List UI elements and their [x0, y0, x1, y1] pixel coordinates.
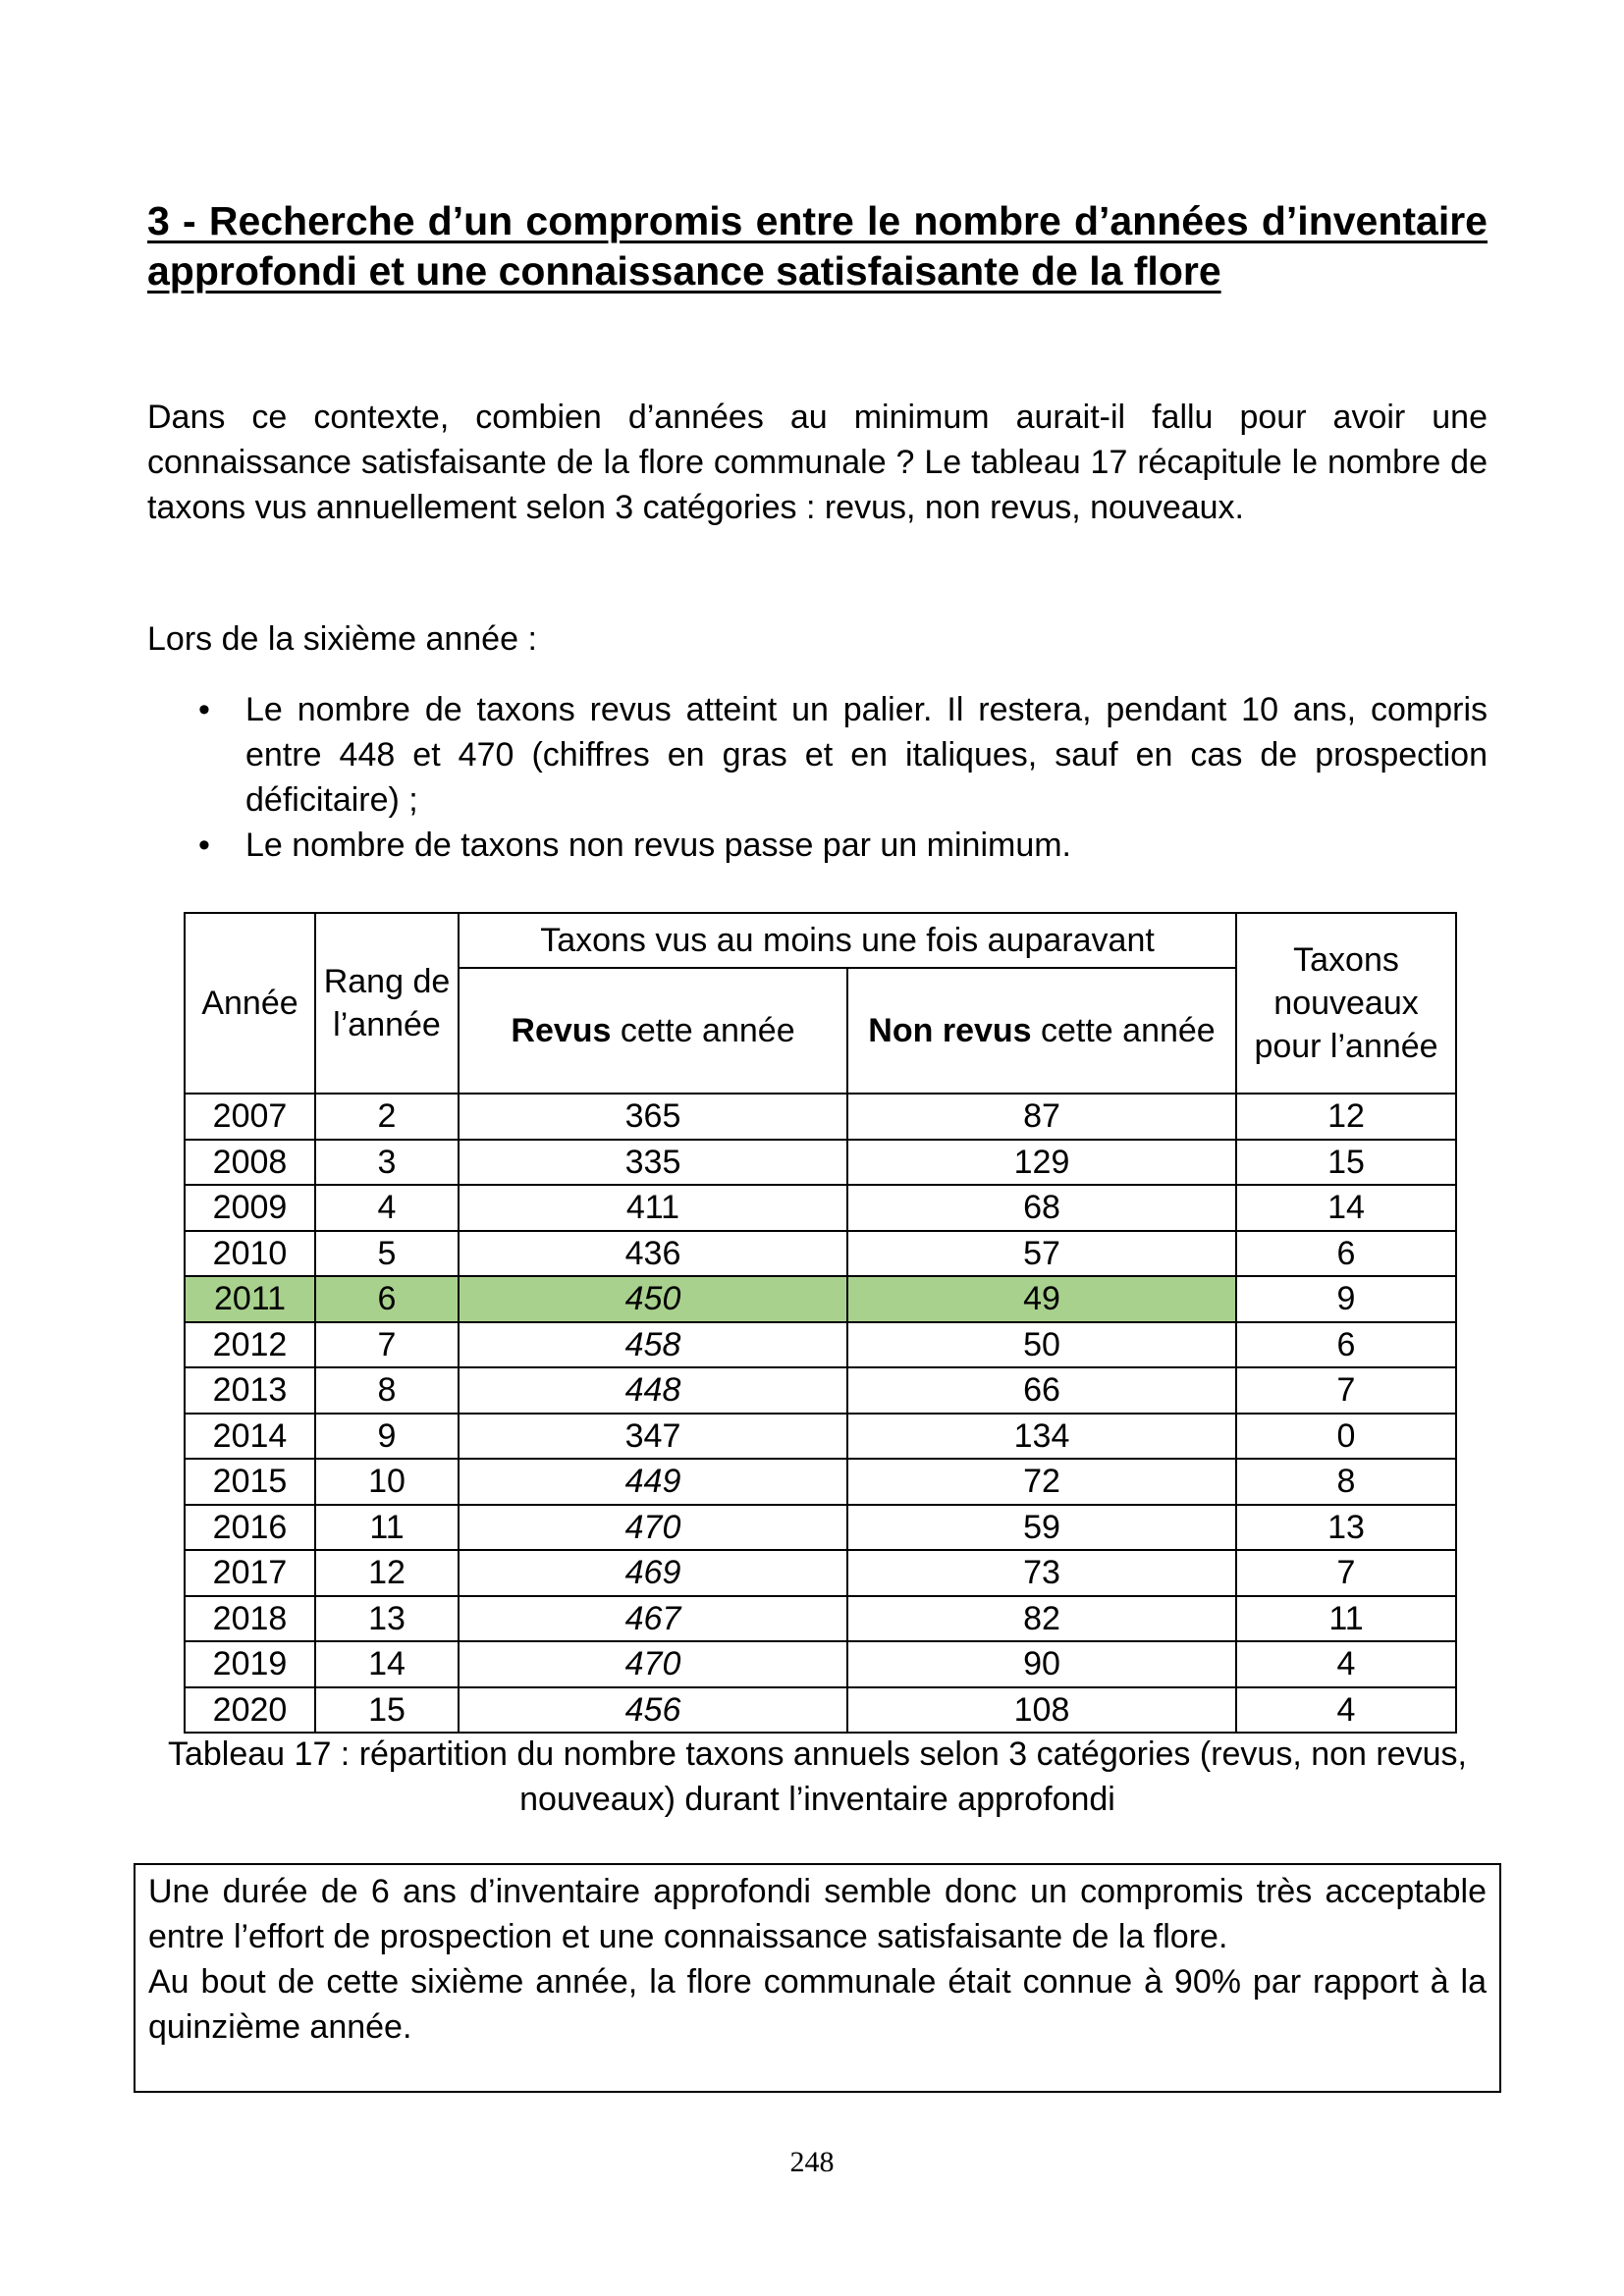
header-revus-bold: Revus: [511, 1012, 612, 1049]
cell-nouveaux: 14: [1236, 1185, 1456, 1231]
cell-nouveaux: 4: [1236, 1641, 1456, 1687]
cell-annee: 2017: [185, 1550, 315, 1596]
cell-annee: 2009: [185, 1185, 315, 1231]
table-row: [185, 1414, 1456, 1460]
cell-nouveaux: 13: [1236, 1505, 1456, 1551]
table-row: [185, 1185, 1456, 1231]
bullet-icon: •: [198, 691, 210, 728]
cell-revus: 458: [459, 1322, 847, 1368]
table-row: [185, 1140, 1456, 1186]
table-row: [185, 1505, 1456, 1551]
intro-paragraph: Dans ce contexte, combien d’années au minimum aurait-il fallu pour avoir une connaissance satisfaisante de la flore communale ? Le tableau 17 récapitule le nombre de taxons vus annuellement selon 3 catégories : revus, non revus, nouveaux.: [147, 399, 1488, 526]
bullet-item: [147, 823, 1488, 868]
table-row: [185, 1550, 1456, 1596]
cell-rang: 14: [315, 1641, 459, 1687]
cell-rang: 6: [315, 1276, 459, 1322]
cell-nouveaux: 6: [1236, 1231, 1456, 1277]
cell-nonrevus: 59: [847, 1505, 1236, 1551]
cell-nonrevus: 66: [847, 1367, 1236, 1414]
bullet-text: Le nombre de taxons non revus passe par un minimum.: [245, 827, 1072, 864]
cell-nouveaux: 6: [1236, 1322, 1456, 1368]
bullet-item: [147, 687, 1488, 823]
cell-nonrevus: 73: [847, 1550, 1236, 1596]
header-nonrevus-rest: cette année: [1031, 1012, 1216, 1049]
cell-annee: 2014: [185, 1414, 315, 1460]
cell-rang: 2: [315, 1094, 459, 1140]
cell-rang: 5: [315, 1231, 459, 1277]
cell-revus: 467: [459, 1596, 847, 1642]
bullet-text: Le nombre de taxons revus atteint un palier. Il restera, pendant 10 ans, compris entre 448 et 470 (chiffres en gras et en italiques, sauf en cas de prospection déficitaire) ;: [245, 691, 1488, 819]
table-body: [185, 1094, 1456, 1733]
cell-annee: 2008: [185, 1140, 315, 1186]
cell-rang: 9: [315, 1414, 459, 1460]
header-nouveaux: Taxons nouveaux pour l’année: [1236, 913, 1456, 1094]
section-heading: 3 - Recherche d’un compromis entre le nombre d’années d’inventaire approfondi et une connaissance satisfaisante de la flore: [147, 198, 1488, 294]
cell-nouveaux: 4: [1236, 1687, 1456, 1734]
table-header: [185, 913, 1456, 1094]
header-revus-rest: cette année: [611, 1012, 795, 1049]
cell-annee: 2015: [185, 1459, 315, 1505]
cell-revus: 469: [459, 1550, 847, 1596]
cell-rang: 3: [315, 1140, 459, 1186]
cell-revus: 470: [459, 1505, 847, 1551]
cell-revus: 365: [459, 1094, 847, 1140]
taxa-table: [184, 912, 1457, 1734]
cell-nouveaux: 7: [1236, 1550, 1456, 1596]
cell-revus: 347: [459, 1414, 847, 1460]
table-row: [185, 1231, 1456, 1277]
cell-nonrevus: 108: [847, 1687, 1236, 1734]
cell-revus: 448: [459, 1367, 847, 1414]
bullet-list: [147, 687, 1488, 868]
cell-annee: 2010: [185, 1231, 315, 1277]
table-row: [185, 1094, 1456, 1140]
table-row: [185, 1367, 1456, 1414]
cell-annee: 2011: [185, 1276, 315, 1322]
header-group: Taxons vus au moins une fois auparavant: [459, 913, 1236, 968]
cell-nonrevus: 50: [847, 1322, 1236, 1368]
cell-nouveaux: 9: [1236, 1276, 1456, 1322]
page-number: 248: [789, 2146, 835, 2178]
conclusion-text: Une durée de 6 ans d’inventaire approfondi semble donc un compromis très acceptable entre l’effort de prospection et une connaissance satisfaisante de la flore.: [148, 1873, 1487, 1955]
header-revus: [459, 968, 847, 1094]
header-nonrevus: [847, 968, 1236, 1094]
cell-rang: 10: [315, 1459, 459, 1505]
cell-revus: 456: [459, 1687, 847, 1734]
cell-revus: 335: [459, 1140, 847, 1186]
cell-annee: 2007: [185, 1094, 315, 1140]
table-row: [185, 1687, 1456, 1734]
lead-paragraph: Lors de la sixième année :: [147, 620, 537, 658]
cell-revus: 411: [459, 1185, 847, 1231]
header-annee: Année: [185, 913, 315, 1094]
cell-nonrevus: 129: [847, 1140, 1236, 1186]
cell-annee: 2013: [185, 1367, 315, 1414]
conclusion-text: Au bout de cette sixième année, la flore communale était connue à 90% par rapport à la quinzième année.: [148, 1963, 1487, 2046]
cell-revus: 436: [459, 1231, 847, 1277]
cell-annee: 2016: [185, 1505, 315, 1551]
cell-annee: 2019: [185, 1641, 315, 1687]
table-row-highlighted: [185, 1276, 1456, 1322]
table-row: [185, 1641, 1456, 1687]
header-nonrevus-bold: Non revus: [868, 1012, 1032, 1049]
cell-nonrevus: 49: [847, 1276, 1236, 1322]
table-row: [185, 1596, 1456, 1642]
cell-nouveaux: 8: [1236, 1459, 1456, 1505]
table-caption: Tableau 17 : répartition du nombre taxons annuels selon 3 catégories (revus, non revus, nouveaux) durant l’inventaire approfondi: [167, 1735, 1467, 1818]
cell-revus: 470: [459, 1641, 847, 1687]
conclusion-box: [134, 1863, 1501, 2093]
cell-nouveaux: 0: [1236, 1414, 1456, 1460]
cell-nouveaux: 7: [1236, 1367, 1456, 1414]
cell-nonrevus: 57: [847, 1231, 1236, 1277]
cell-rang: 4: [315, 1185, 459, 1231]
cell-nonrevus: 82: [847, 1596, 1236, 1642]
cell-nonrevus: 72: [847, 1459, 1236, 1505]
header-rang: Rang de l’année: [315, 913, 459, 1094]
cell-nonrevus: 134: [847, 1414, 1236, 1460]
cell-rang: 8: [315, 1367, 459, 1414]
cell-nouveaux: 15: [1236, 1140, 1456, 1186]
cell-rang: 13: [315, 1596, 459, 1642]
cell-nouveaux: 12: [1236, 1094, 1456, 1140]
cell-rang: 15: [315, 1687, 459, 1734]
cell-nouveaux: 11: [1236, 1596, 1456, 1642]
table-row: [185, 1322, 1456, 1368]
cell-revus: 449: [459, 1459, 847, 1505]
cell-nonrevus: 87: [847, 1094, 1236, 1140]
table-row: [185, 1459, 1456, 1505]
cell-annee: 2012: [185, 1322, 315, 1368]
cell-annee: 2020: [185, 1687, 315, 1734]
cell-rang: 11: [315, 1505, 459, 1551]
cell-revus: 450: [459, 1276, 847, 1322]
cell-nonrevus: 90: [847, 1641, 1236, 1687]
cell-rang: 7: [315, 1322, 459, 1368]
bullet-icon: •: [198, 827, 210, 864]
cell-rang: 12: [315, 1550, 459, 1596]
cell-nonrevus: 68: [847, 1185, 1236, 1231]
cell-annee: 2018: [185, 1596, 315, 1642]
